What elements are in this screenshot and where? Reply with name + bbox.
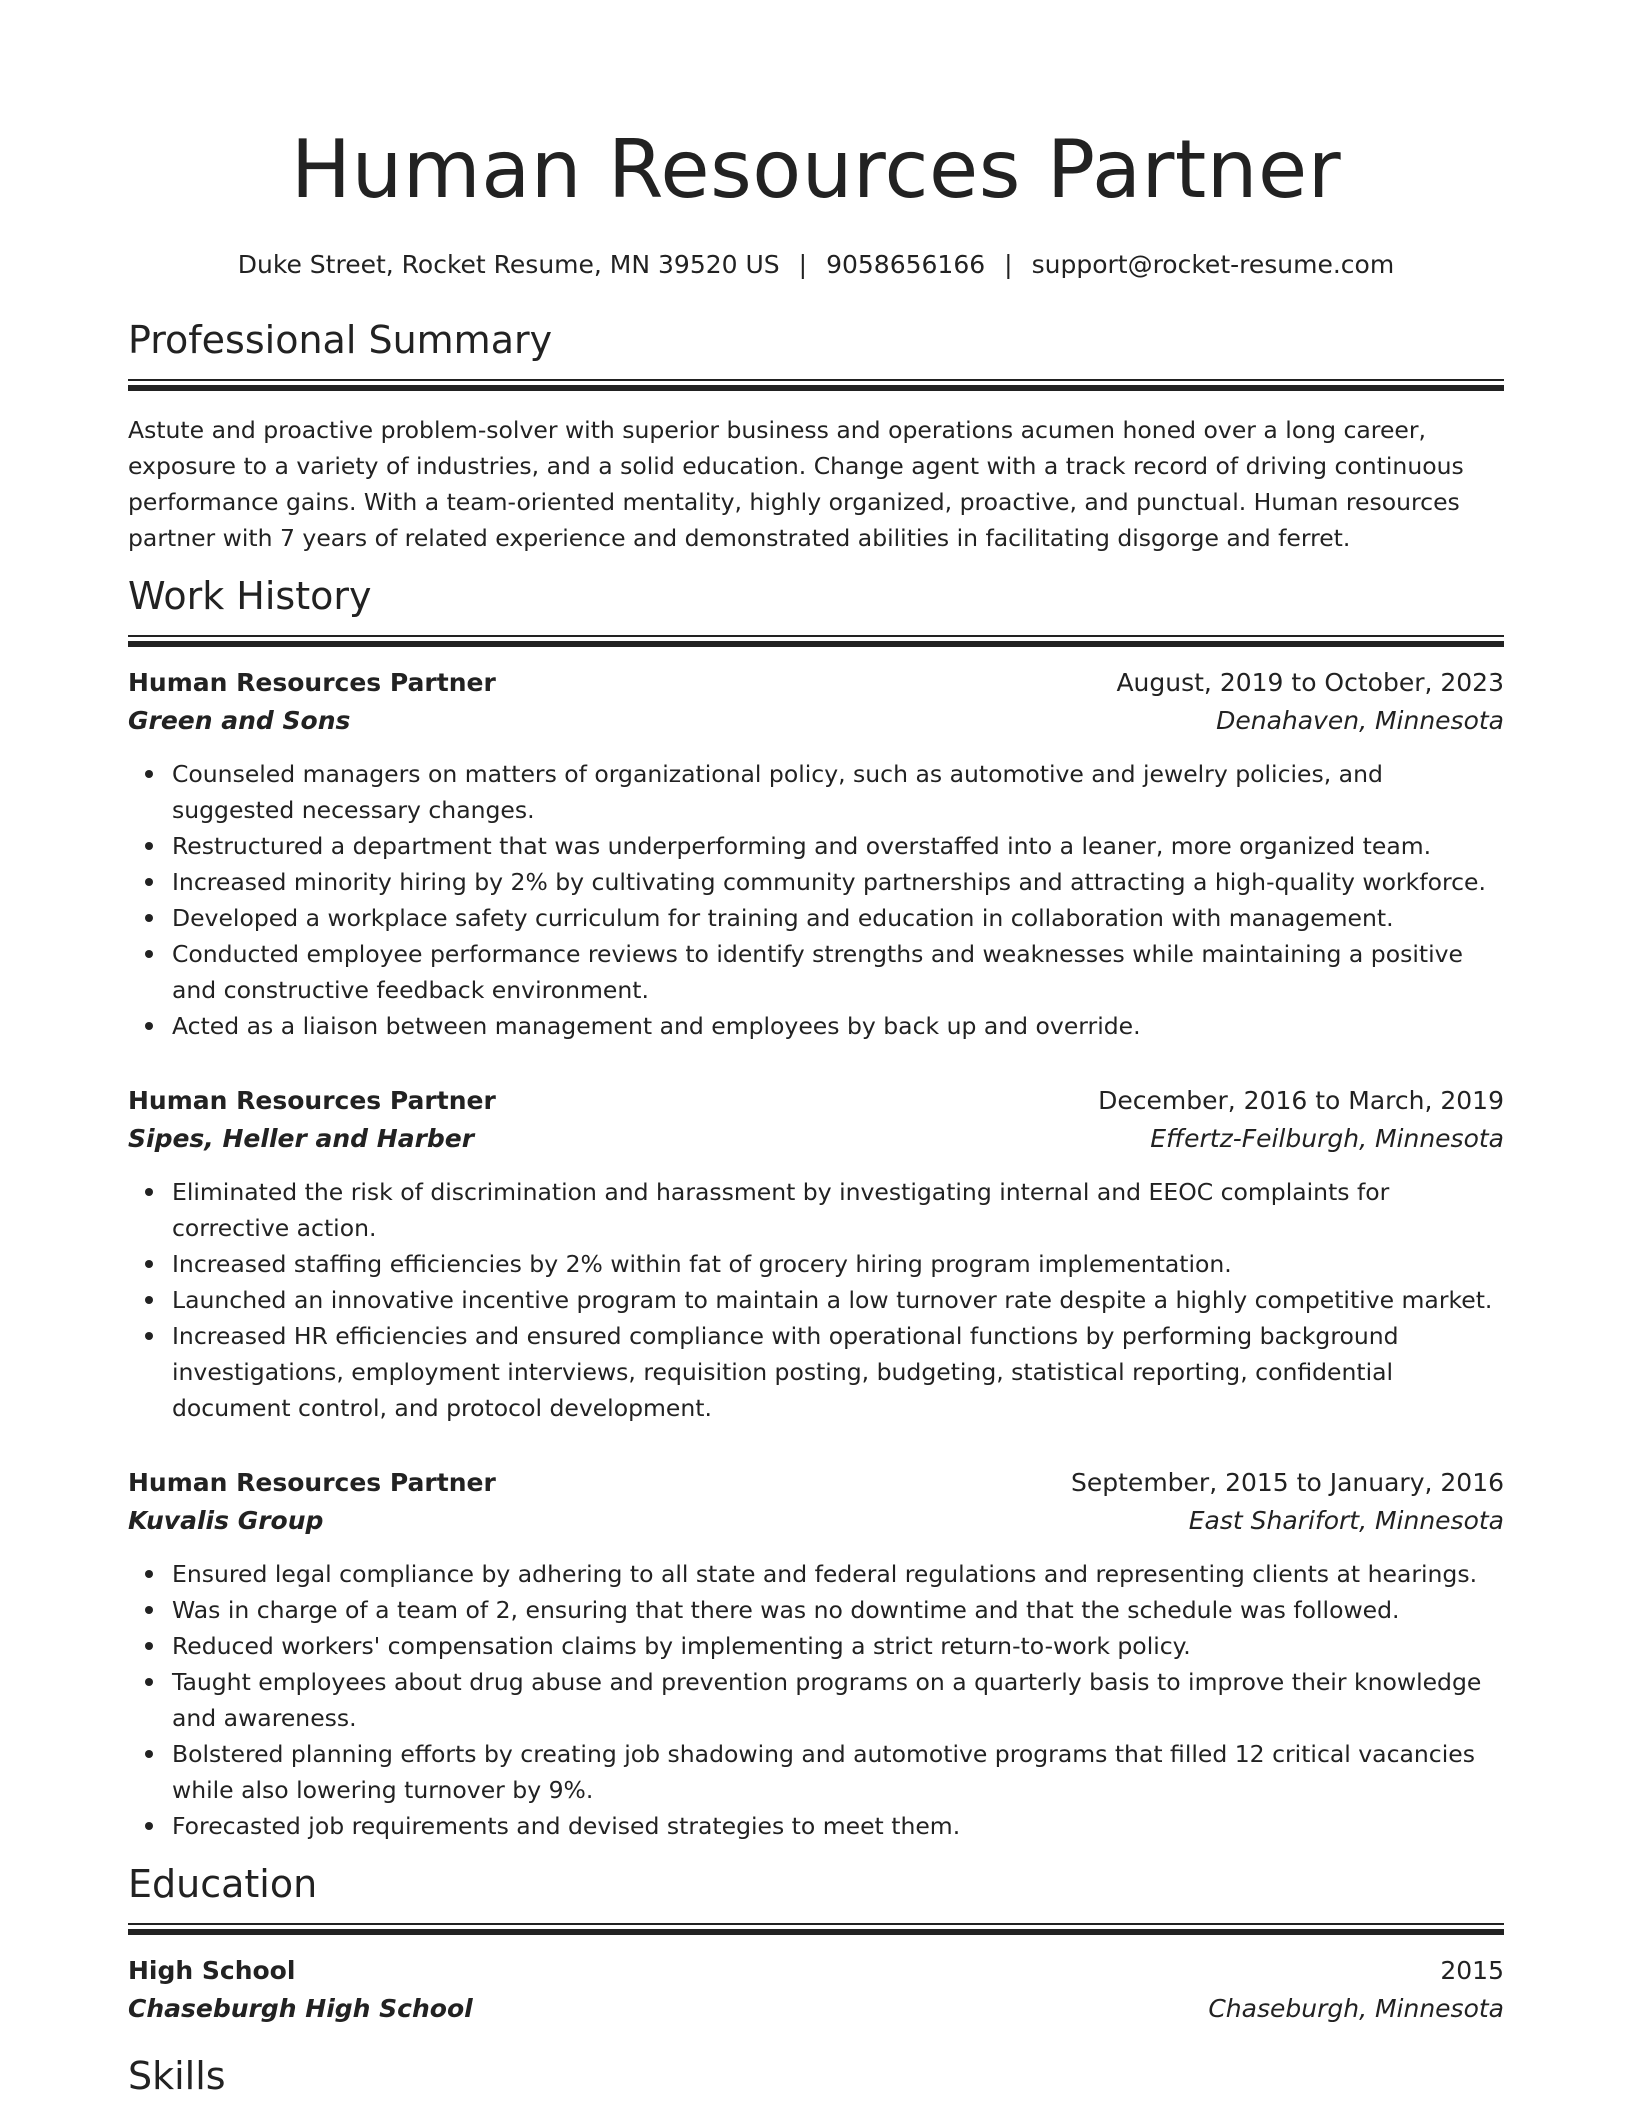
job-entry <box>128 1464 1504 1844</box>
skills-section <box>128 2052 1504 2100</box>
contact-separator: | <box>1004 250 1013 279</box>
job-title: Human Resources Partner <box>128 1086 496 1115</box>
job-bullet: Acted as a liaison between management and employees by back up and override. <box>172 1008 1504 1044</box>
job-company: Sipes, Heller and Harber <box>128 1124 475 1153</box>
section-divider <box>128 1923 1504 1934</box>
job-bullets <box>128 1174 1504 1426</box>
education-location: Chaseburgh, Minnesota <box>1208 1994 1504 2023</box>
job-title: Human Resources Partner <box>128 1468 496 1497</box>
job-entry <box>128 1082 1504 1426</box>
contact-separator: | <box>798 250 808 279</box>
job-dates: August, 2019 to October, 2023 <box>1116 668 1504 697</box>
job-bullet: Increased HR efficiencies and ensured compliance with operational functions by performing background investigations, employment interviews, requisition posting, budgeting, statistical reporting, confidential document control, and protocol development. <box>172 1318 1504 1426</box>
job-bullet: Conducted employee performance reviews to identify strengths and weaknesses while maintaining a positive and constructive feedback environment. <box>172 936 1504 1008</box>
work-history-section <box>128 572 1504 1844</box>
job-bullet: Restructured a department that was underperforming and overstaffed into a leaner, more organized team. <box>172 828 1504 864</box>
job-bullet: Bolstered planning efforts by creating job shadowing and automotive programs that filled 12 critical vacancies while also lowering turnover by 9%. <box>172 1736 1504 1808</box>
job-bullet: Reduced workers' compensation claims by implementing a strict return-to-work policy. <box>172 1628 1504 1664</box>
section-title-skills: Skills <box>128 2054 226 2098</box>
resume-name: Human Resources Partner <box>290 123 1342 216</box>
job-dates: September, 2015 to January, 2016 <box>1071 1468 1504 1497</box>
job-bullet: Launched an innovative incentive program to maintain a low turnover rate despite a highly competitive market. <box>172 1282 1504 1318</box>
job-bullet: Increased minority hiring by 2% by cultivating community partnerships and attracting a high-quality workforce. <box>172 864 1504 900</box>
summary-text: Astute and proactive problem-solver with superior business and operations acumen honed over a long career, exposure to a variety of industries, and a solid education. Change agent with a track record of driving continuous performance gains. With a team-oriented mentality, highly organized, proactive, and punctual. Human resources partner with 7 years of related experience and demonstrated abilities in facilitating disgorge and ferret. <box>128 416 1464 552</box>
job-location: East Sharifort, Minnesota <box>1188 1506 1504 1535</box>
contact-phone: 9058656166 <box>826 250 986 279</box>
education-degree: High School <box>128 1956 296 1985</box>
job-bullet: Taught employees about drug abuse and prevention programs on a quarterly basis to improve their knowledge and awareness. <box>172 1664 1504 1736</box>
job-bullet: Counseled managers on matters of organizational policy, such as automotive and jewelry policies, and suggested necessary changes. <box>172 756 1504 828</box>
job-company: Green and Sons <box>128 706 351 735</box>
job-bullets <box>128 1556 1504 1844</box>
job-bullet: Eliminated the risk of discrimination and harassment by investigating internal and EEOC complaints for corrective action. <box>172 1174 1504 1246</box>
section-title-education: Education <box>128 1862 318 1906</box>
contact-address: Duke Street, Rocket Resume, MN 39520 US <box>237 250 780 279</box>
education-year: 2015 <box>1440 1956 1504 1985</box>
resume-content <box>128 0 1504 2100</box>
section-title-summary: Professional Summary <box>128 318 553 362</box>
job-location: Effertz-Feilburgh, Minnesota <box>1150 1124 1504 1153</box>
job-bullet: Forecasted job requirements and devised strategies to meet them. <box>172 1808 1504 1844</box>
education-entry <box>128 1952 1504 2028</box>
job-location: Denahaven, Minnesota <box>1216 706 1504 735</box>
job-bullet: Developed a workplace safety curriculum for training and education in collaboration with management. <box>172 900 1504 936</box>
job-bullet: Was in charge of a team of 2, ensuring that there was no downtime and that the schedule was followed. <box>172 1592 1504 1628</box>
education-section <box>128 1860 1504 2028</box>
contact-email: support@rocket-resume.com <box>1031 250 1395 279</box>
job-company: Kuvalis Group <box>128 1506 324 1535</box>
job-title: Human Resources Partner <box>128 668 496 697</box>
job-dates: December, 2016 to March, 2019 <box>1098 1086 1504 1115</box>
section-title-work-history: Work History <box>128 574 372 618</box>
contact-line <box>128 248 1504 282</box>
section-divider <box>128 379 1504 390</box>
job-entry <box>128 664 1504 1044</box>
section-divider <box>128 635 1504 646</box>
summary-section <box>128 316 1504 556</box>
job-bullets <box>128 756 1504 1044</box>
job-bullet: Ensured legal compliance by adhering to all state and federal regulations and representing clients at hearings. <box>172 1556 1504 1592</box>
education-school: Chaseburgh High School <box>128 1994 473 2023</box>
job-bullet: Increased staffing efficiencies by 2% within fat of grocery hiring program implementation. <box>172 1246 1504 1282</box>
